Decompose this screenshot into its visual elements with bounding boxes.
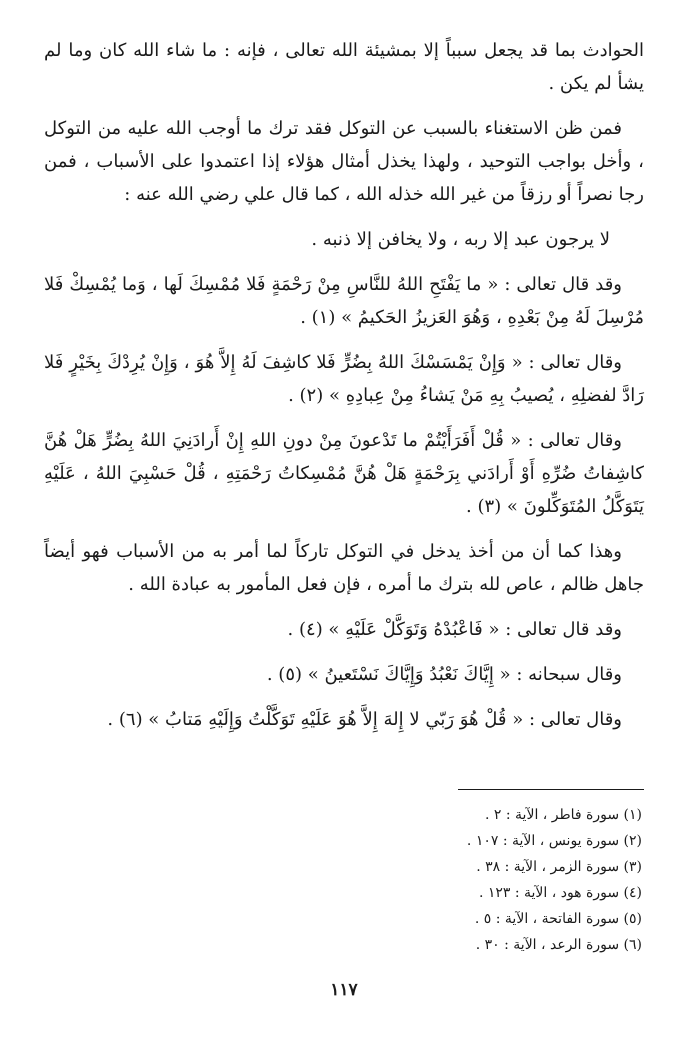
paragraph-causes: وهذا كما أن من أخذ يدخل في التوكل تاركاً لما أمر به من الأسباب فهو أيضاً جاهل ظالم ، عاص لله بترك ما أمره ، فإن فعل المأمور به عبادة الله . <box>44 541 644 595</box>
footnote-divider <box>458 789 644 790</box>
footnote-item: (٤) سورة هود ، الآية : ١٢٣ . <box>478 885 642 901</box>
footnote-item: (٢) سورة يونس ، الآية : ١٠٧ . <box>466 833 642 849</box>
page-number: ١١٧ <box>330 980 358 1000</box>
paragraph-tawakkul: فمن ظن الاستغناء بالسبب عن التوكل فقد ترك ما أوجب الله عليه من التوكل ، وأخل بواجب التوحيد ، ولهذا يخذل أمثال هؤلاء إذا اعتمدوا على الأسباب ، فمن رجا نصراً أو رزقاً من غير الله خذله الله ، كما قال علي رضي الله عنه : <box>44 118 644 205</box>
paragraph-verse-yunus: وقال تعالى : « وَإِنْ يَمْسَسْكَ اللهُ بِضُرٍّ فَلا كاشِفَ لَهُ إِلاَّ هُوَ ، وَإِنْ يُرِدْكَ بِخَيْرٍ فَلا رَادَّ لفضلِهِ ، يُصيبُ بِهِ مَنْ يَشاءُ مِنْ عِبادِهِ » (٢) . <box>44 352 644 406</box>
paragraph-continuation: الحوادث بما قد يجعل سبباً إلا بمشيئة الله تعالى ، فإنه : ما شاء الله كان وما لم يشأ لم يكن . <box>44 40 644 94</box>
paragraph-verse-fatir: وقد قال تعالى : « ما يَفْتَحِ اللهُ للنَّاسِ مِنْ رَحْمَةٍ فَلا مُمْسِكَ لَها ، وَما يُمْسِكْ فَلا مُرْسِلَ لَهُ مِنْ بَعْدِهِ ، وَهُوَ العَزيزُ الحَكيمُ » (١) . <box>44 274 644 328</box>
footnote-item: (١) سورة فاطر ، الآية : ٢ . <box>485 807 642 823</box>
footnote-item: (٥) سورة الفاتحة ، الآية : ٥ . <box>474 911 642 927</box>
paragraph-verse-fatiha: وقال سبحانه : « إِيَّاكَ نَعْبُدُ وَإِيَّاكَ نَسْتَعينُ » (٥) . <box>266 664 622 685</box>
main-text <box>44 34 644 748</box>
quote-ali: لا يرجون عبد إلا ربه ، ولا يخافن إلا ذنبه . <box>311 229 610 250</box>
footnotes-list <box>467 802 642 958</box>
footnote-item: (٦) سورة الرعد ، الآية : ٣٠ . <box>475 937 642 953</box>
paragraph-verse-rad: وقال تعالى : « قُلْ هُوَ رَبّي لا إِلهَ إِلاَّ هُوَ عَلَيْهِ تَوَكَّلْتُ وَإِلَيْهِ مَتابُ » (٦) . <box>107 709 622 730</box>
paragraph-verse-hud: وقد قال تعالى : « فَاعْبُدْهُ وَتَوَكَّلْ عَلَيْهِ » (٤) . <box>287 619 622 640</box>
paragraph-verse-zumar: وقال تعالى : « قُلْ أَفَرَأَيْتُمْ ما تَدْعونَ مِنْ دونِ اللهِ إِنْ أَرادَنِيَ اللهُ بِضُرٍّ هَلْ هُنَّ كاشِفاتُ ضُرِّهِ أَوْ أَرادَني بِرَحْمَةٍ هَلْ هُنَّ مُمْسِكاتُ رَحْمَتِهِ ، قُلْ حَسْبِيَ اللهُ ، عَلَيْهِ يَتَوَكَّلُ المُتَوَكِّلونَ » (٣) . <box>44 430 644 517</box>
footnote-item: (٣) سورة الزمر ، الآية : ٣٨ . <box>476 859 642 875</box>
